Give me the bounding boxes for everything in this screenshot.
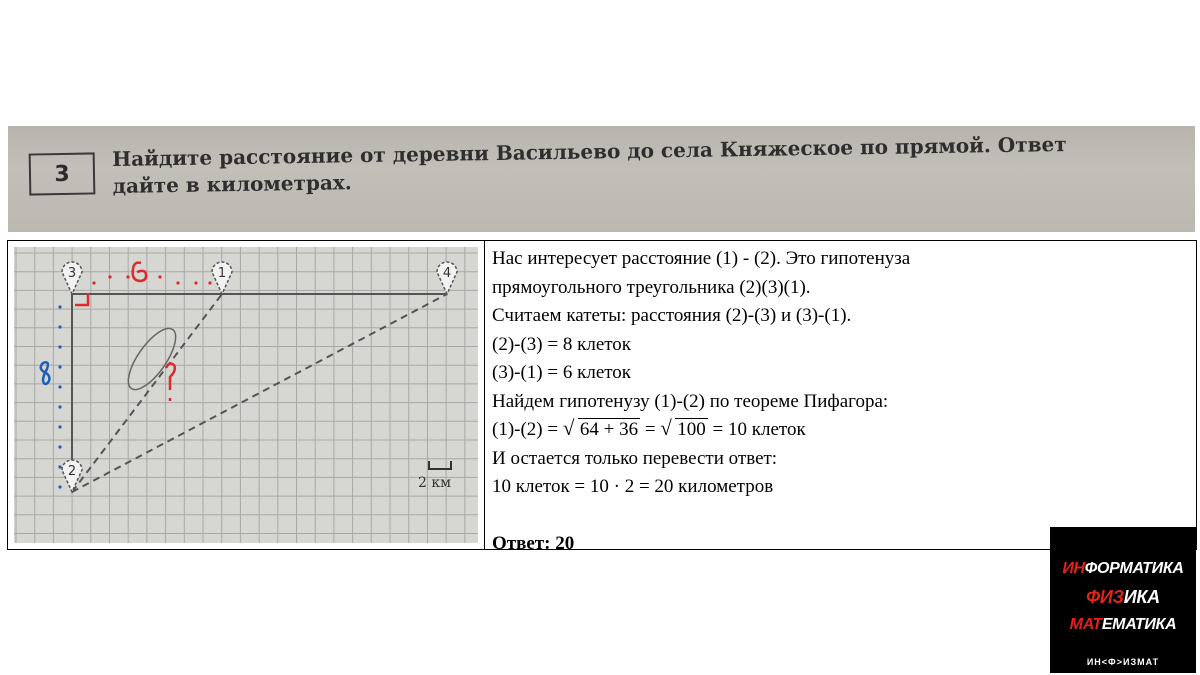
blue-dot-mark bbox=[58, 445, 61, 448]
table-divider bbox=[484, 241, 485, 549]
solution-line: (3)-(1) = 6 клеток bbox=[492, 362, 632, 383]
map-figure-svg bbox=[14, 247, 478, 543]
blue-dot-mark bbox=[58, 405, 61, 408]
formula-lhs: (1)-(2) = bbox=[492, 419, 563, 440]
task-header-photo bbox=[8, 126, 1195, 232]
solution-line: прямоугольного треугольника (2)(3)(1). bbox=[492, 276, 811, 298]
blue-dot-mark bbox=[58, 425, 61, 428]
solution-line: (2)-(3) = 8 клеток bbox=[492, 333, 632, 355]
task-text bbox=[112, 129, 1178, 200]
red-dot-mark bbox=[92, 281, 95, 284]
solution-line: И остается только перевести ответ: bbox=[492, 447, 778, 469]
red-dot-mark bbox=[194, 281, 197, 284]
blue-dot-mark bbox=[58, 325, 61, 328]
red-dot-mark bbox=[126, 275, 129, 278]
formula-eq: = bbox=[640, 419, 661, 440]
logo-row-informatika: ИНФОРМАТИКА bbox=[1062, 560, 1184, 577]
map-figure bbox=[14, 247, 478, 543]
marker-label: 3 bbox=[67, 266, 77, 281]
sqrt-2: √ 100 bbox=[660, 416, 706, 440]
solution-text bbox=[492, 245, 1192, 559]
red-dot-mark bbox=[158, 275, 161, 278]
scale-bar bbox=[429, 461, 451, 469]
solution-table bbox=[7, 240, 1197, 554]
answer-text: Ответ: 20 bbox=[492, 533, 575, 554]
logo-row-fizika: ФИЗИКА bbox=[1086, 587, 1160, 607]
logo-footer: ИН<Ф>ИЗМАТ bbox=[1086, 657, 1160, 667]
marker-label: 2 bbox=[67, 464, 77, 479]
channel-logo bbox=[1050, 527, 1196, 673]
formula-rhs: = 10 клеток bbox=[707, 419, 806, 440]
marker-label: 4 bbox=[442, 266, 452, 281]
task-text-line-2: дайте в километрах. bbox=[112, 170, 352, 198]
solution-line: 10 клеток = 10 · 2 = 20 километров bbox=[492, 476, 774, 497]
red-dot-mark bbox=[176, 281, 179, 284]
logo-row-matematika: МАТЕМАТИКА bbox=[1069, 616, 1177, 633]
location-marker bbox=[212, 262, 232, 294]
pythagoras-formula bbox=[492, 416, 1192, 445]
marker-label: 1 bbox=[217, 266, 227, 281]
scale-label: 2 км bbox=[418, 475, 451, 491]
question-mark-annotation bbox=[166, 364, 175, 401]
location-marker bbox=[62, 460, 82, 492]
sqrt-1: √ 64 + 36 bbox=[562, 416, 639, 440]
solution-line: Найдем гипотенузу (1)-(2) по теореме Пифагора: bbox=[492, 390, 889, 412]
blue-dot-mark bbox=[58, 365, 61, 368]
sqrt-2-arg: 100 bbox=[677, 419, 706, 440]
location-marker bbox=[62, 262, 82, 294]
blue-dot-mark bbox=[58, 345, 61, 348]
task-text-line-1: Найдите расстояние от деревни Васильево до села Княжеское по прямой. Ответ bbox=[112, 132, 1067, 171]
blue-dot-mark bbox=[58, 465, 61, 468]
solution-line: Нас интересует расстояние (1) - (2). Это гипотенуза bbox=[492, 248, 911, 269]
red-dot-mark bbox=[108, 275, 111, 278]
red-dot-mark bbox=[208, 281, 211, 284]
location-marker bbox=[437, 262, 457, 294]
blue-dot-mark bbox=[58, 305, 61, 308]
task-number-box: 3 bbox=[29, 152, 96, 195]
sqrt-1-arg: 64 + 36 bbox=[579, 419, 639, 440]
blue-dot-mark bbox=[58, 385, 61, 388]
blue-dot-mark bbox=[58, 485, 61, 488]
solution-line: Считаем катеты: расстояния (2)-(3) и (3)-(1). bbox=[492, 305, 852, 326]
